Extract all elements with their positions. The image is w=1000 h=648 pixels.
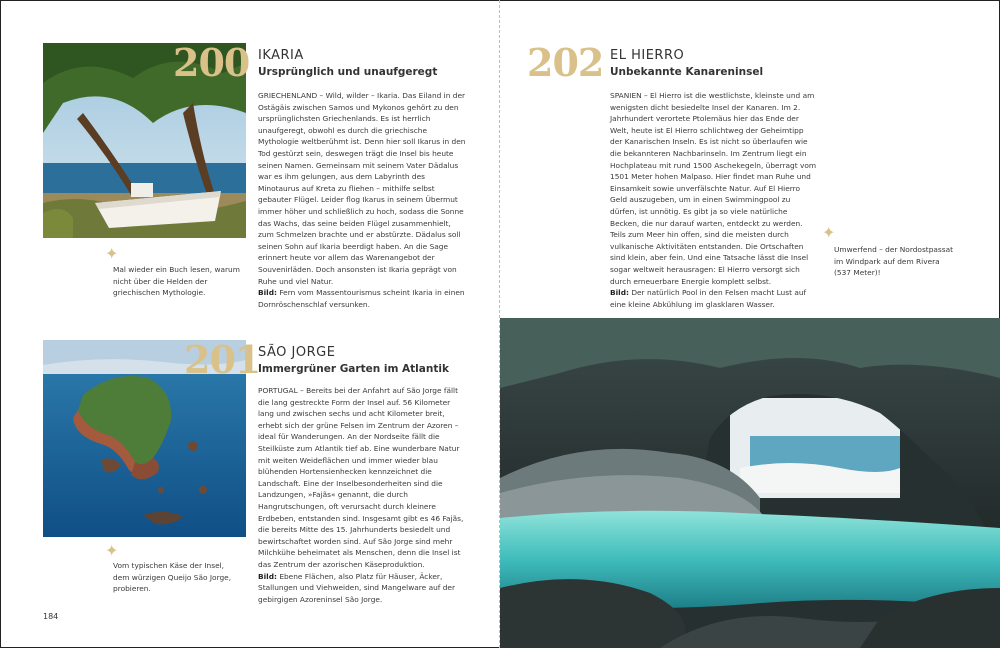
entry-body-text: GRIECHENLAND – Wild, wilder – Ikaria. Das Eiland in der Ostägäis zwischen Samos und Mykonos gehört zu den ursprünglichsten Griechenlands. Es ist herrlich unaufgeregt, obwohl es durch die griechische Mythologie weltberühmt ist. Denn hier soll Ikarus in den Tod gestürzt sein, deswegen trägt die Insel bis heute seinen Namen. Gemeinsam mit seinem Vater Dädalus war es ihm gelungen, aus dem Labyrinth des Minotaurus auf Kreta zu fliehen – mithilfe selbst gebauter Flügel. Leider flog Ikarus in seinem Übermut immer höher und schließlich zu hoch, sodass die Sonne das Wachs, das seine beiden Flügel zusammenhielt, zum Schmelzen brachte und er abstürzte. Dädalus soll seinen Sohn auf Ikaria beerdigt haben. An die Sage erinnert heute vor allem das Warenangebot der Souvenirläden. Doch ansonsten ist Ikaria geprägt von Ruhe und viel Natur. xyxy=(258,91,466,286)
sparkle-icon: ✦ xyxy=(822,223,836,242)
entry-body xyxy=(258,90,468,310)
bild-label: Bild: xyxy=(258,288,277,298)
el-hierro-photo xyxy=(500,318,1000,648)
page-number: 184 xyxy=(43,612,59,621)
entry-number: 200 xyxy=(173,40,250,85)
tip-caption: Vom typischen Käse der Insel, dem würzigen Queijo São Jorge, probieren. xyxy=(113,561,232,594)
sparkle-icon: ✦ xyxy=(105,244,119,263)
bild-label: Bild: xyxy=(610,288,629,298)
entry-body xyxy=(258,385,468,605)
entry-place-name: SÃO JORGE xyxy=(258,345,336,360)
bild-caption: Ebene Flächen, also Platz für Häuser, Äcker, Stallungen und Viehweiden, sind Mangelware auf der gebirgigen Azoreninsel São Jorge. xyxy=(258,571,456,604)
entry-subtitle: Unbekannte Kanareninsel xyxy=(610,66,764,78)
bild-caption: Fern vom Massentourismus scheint Ikaria in einen Dornröschenschlaf versunken. xyxy=(258,288,465,309)
entry-subtitle: Immergrüner Garten im Atlantik xyxy=(258,363,449,375)
entry-subtitle: Ursprünglich und unaufgeregt xyxy=(258,66,438,78)
entry-body-text: SPANIEN – El Hierro ist die westlichste, kleinste und am wenigsten dicht besiedelte Insel der Kanaren. Im 2. Jahrhundert verortete Ptolemäus hier das Ende der Welt, heute ist El Hierro schlichtweg der Geheimtipp der Kanarischen Inseln. Es ist nicht so überlaufen wie die bekannteren Nachbarinseln. Im Zentrum liegt ein Hochplateau mit rund 1500 Aschekegeln, überragt vom 1501 Meter hohen Malpaso. Hier findet man Ruhe und Einsamkeit sowie unverfälschte Natur. Auf El Hierro Geld auszugeben, um in einen Swimmingpool zu dürfen, ist unnötig. Es gibt ja so viele natürliche Becken, die nur darauf warten, entdeckt zu werden. Teils zum Meer hin offen, sind die meisten durch vulkanische Aktivitäten entstanden. Die Ortschaften sind klein, aber fein. Und eine Tatsache lässt die Insel sogar weltweit herausragen: El Hierro versorgt sich durch erneuerbare Energie komplett selbst. xyxy=(610,91,817,286)
entry-body-text: PORTUGAL – Bereits bei der Anfahrt auf São Jorge fällt die lang gestreckte Form der Insel auf. 56 Kilometer lang und zwischen sechs und acht Kilometer breit, erhebt sich der grüne Felsen im Zentrum der Azoren – ideal für Wanderungen. An der Nordseite fällt die Steilküste zum Atlantik tief ab. Eine wunderbare Natur mit weiten Weideflächen und immer wieder blau blühenden Hortensienhecken kennzeichnet die Landschaft. Eine der Inselbesonderheiten sind die Landzungen, »Fajãs« genannt, die durch Hangrutschungen, oft verursacht durch kleinere Erdbeben, entstanden sind. Insgesamt gibt es 46 Fajãs, die bereits Mitte des 15. Jahrhunderts besiedelt und bewirtschaftet worden sind. Auf São Jorge sind mehr Milchkühe beheimatet als Menschen, denn die Insel ist das Zentrum der azorischen Käseproduktion. xyxy=(258,386,464,569)
entry-number: 202 xyxy=(527,40,604,85)
sparkle-icon: ✦ xyxy=(105,541,119,560)
bild-caption: Der natürlich Pool in den Felsen macht Lust auf eine kleine Abkühlung im glasklaren Wasser. xyxy=(610,288,807,309)
tip-caption: Mal wieder ein Buch lesen, warum nicht über die Helden der griechischen Mythologie. xyxy=(113,265,240,298)
entry-place-name: EL HIERRO xyxy=(610,48,685,63)
bild-label: Bild: xyxy=(258,571,277,581)
entry-place-name: IKARIA xyxy=(258,48,304,63)
entry-body xyxy=(610,90,818,310)
entry-number: 201 xyxy=(184,337,261,382)
tip-caption: Umwerfend – der Nordostpassat im Windpark auf dem Rivera (537 Meter)! xyxy=(834,245,954,278)
